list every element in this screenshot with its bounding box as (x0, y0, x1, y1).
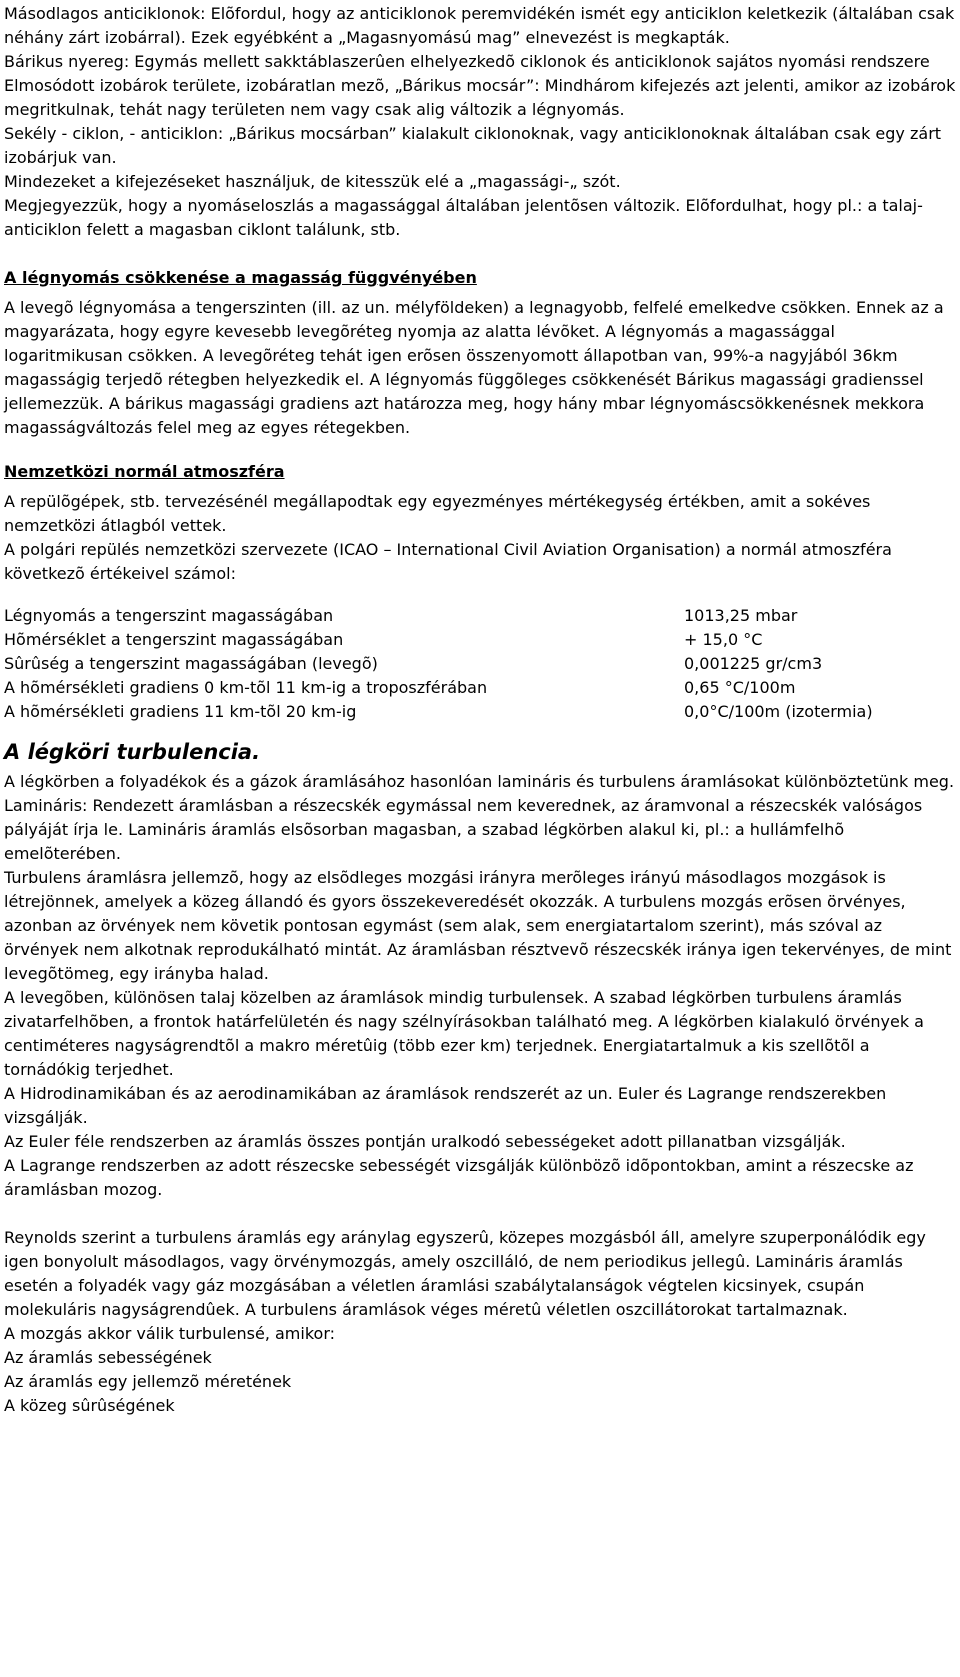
paragraph-altitude-prefix: Mindezeket a kifejezéseket használjuk, de kitesszük elé a „magassági-„ szót. (4, 172, 621, 191)
list-item: Az áramlás egy jellemzõ méretének (4, 1372, 292, 1391)
pressure-altitude-section (4, 266, 956, 440)
standard-atmosphere-table (4, 604, 873, 724)
value-cell: 1013,25 mbar (684, 606, 798, 625)
section-heading-pressure: A légnyomás csökkenése a magasság függvényében (4, 268, 477, 287)
standard-atmosphere-section (4, 460, 956, 724)
paragraph-near-ground: A levegõben, különösen talaj közelben az áramlások mindig turbulensek. A szabad légkörben turbulens áramlás zivatarfelhõben, a frontok határfelületén és nagy szélnyírásokban található meg. A légkörben kialakuló örvények a centiméteres nagyságrendtõl a makro méretûig (több ezer km) terjednek. Energiatartalmuk a kis szellõtõl a tornádókig terjedhet. (4, 988, 924, 1079)
value-cell: 0,001225 gr/cm3 (684, 654, 823, 673)
value-cell: + 15,0 °C (684, 630, 763, 649)
value-label: A hõmérsékleti gradiens 0 km-tõl 11 km-ig a troposzférában (4, 678, 488, 697)
paragraph-secondary-anticyclones: Másodlagos anticiklonok: Elõfordul, hogy az anticiklonok peremvidékén ismét egy anticiklon keletkezik (általában csak néhány zárt izobárral). Ezek egyébként a „Magasnyomású mag” elnevezést is megkapták. (4, 4, 955, 47)
paragraph-turbulence-condition: A mozgás akkor válik turbulensé, amikor: (4, 1324, 335, 1343)
list-item: Az áramlás sebességének (4, 1348, 212, 1367)
paragraph-icao: A polgári repülés nemzetközi szervezete (ICAO – International Civil Aviation Organisation) a normál atmoszféra következõ értékeivel számol: (4, 540, 892, 583)
paragraph-euler: Az Euler féle rendszerben az áramlás összes pontján uralkodó sebességeket adott pillanatban vizsgálják. (4, 1132, 846, 1151)
paragraph-shallow-cyclone: Sekély - ciklon, - anticiklon: „Bárikus mocsárban” kialakult ciklonoknak, vagy anticiklonoknak általában csak egy zárt izobárjuk van. (4, 124, 942, 167)
paragraph-pressure-distribution: Megjegyezzük, hogy a nyomáseloszlás a magassággal általában jelentõsen változik. Elõfordulhat, hogy pl.: a talaj-anticiklon felett a magasban ciklont találunk, stb. (4, 196, 923, 239)
paragraph-baric-saddle: Bárikus nyereg: Egymás mellett sakktáblaszerûen elhelyezkedõ ciklonok és anticiklonok sajátos nyomási rendszere (4, 52, 930, 71)
paragraph-laminar: Lamináris: Rendezett áramlásban a részecskék egymással nem keverednek, az áramvonal a részecskék valóságos pályáját írja le. Lamináris áramlás elsõsorban magasban, a szabad légkörben alakul ki, pl.: a hullámfelhõ emelõterében. (4, 796, 923, 863)
paragraph-pressure-decrease: A levegõ légnyomása a tengerszinten (ill. az un. mélyföldeken) a legnagyobb, felfelé emelkedve csökken. Ennek az a magyarázata, hogy egyre kevesebb levegõréteg nyomja az alatta lévõket. A légnyomás a magassággal logaritmikusan csökken. A levegõréteg tehát igen erõsen összenyomott állapotban van, 99%-a nagyjából 36km magasságig terjedõ rétegben helyezkedik el. A légnyomás függõleges csökkenését Bárikus magassági gradienssel jellemezzük. A bárikus magassági gradiens azt határozza meg, hogy hány mbar légnyomáscsökkenésnek mekkora magasságváltozás felel meg az egyes rétegekben. (4, 298, 944, 437)
turbulence-section (4, 738, 956, 1418)
paragraph-lagrange: A Lagrange rendszerben az adott részecske sebességét vizsgálják különbözõ idõpontokban, amint a részecske az áramlásban mozog. (4, 1156, 914, 1199)
value-label: Légnyomás a tengerszint magasságában (4, 606, 334, 625)
paragraph-flow-types: A légkörben a folyadékok és a gázok áramlásához hasonlóan lamináris és turbulens áramlásokat különböztetünk meg. (4, 772, 955, 791)
paragraph-reynolds: Reynolds szerint a turbulens áramlás egy aránylag egyszerû, közepes mozgásból áll, amelyre szuperponálódik egy igen bonyolult másodlagos, vagy örvénymozgás, amely oszcilláló, de nem periodikus jellegû. Lamináris áramlás esetén a folyadék vagy gáz mozgásában a véletlen áramlási szabálytalanságok végtelen kicsinyek, csupán molekuláris nagyságrendûek. A turbulens áramlások véges méretû véletlen oszcillátorokat tartalmaznak. (4, 1228, 926, 1319)
list-item: A közeg sûrûségének (4, 1396, 175, 1415)
paragraph-turbulent: Turbulens áramlásra jellemzõ, hogy az elsõdleges mozgási irányra merõleges irányú másodlagos mozgások is létrejönnek, amelyek a közeg állandó és gyors összekeveredését okozzák. A turbulens mozgás erõsen örvényes, azonban az örvények nem követik pontosan egymást (sem alak, sem energiatartalom szerint), más szóval az örvények nem alkotnak reprodukálható mintát. Az áramlásban résztvevõ részecskék iránya igen tekervényes, de mint levegõtömeg, egy irányba halad. (4, 868, 952, 983)
table-row (4, 700, 873, 724)
value-label: Hõmérséklet a tengerszint magasságában (4, 630, 344, 649)
paragraph-spacer (4, 1202, 956, 1226)
value-label: A hõmérsékleti gradiens 11 km-tõl 20 km-ig (4, 702, 357, 721)
table-row (4, 652, 873, 676)
paragraph-baric-swamp: Elmosódott izobárok területe, izobáratlan mezõ, „Bárikus mocsár”: Mindhárom kifejezés azt jelenti, amikor az izobárok megritkulnak, tehát nagy területen nem vagy csak alig változik a légnyomás. (4, 76, 956, 119)
value-cell: 0,65 °C/100m (684, 678, 796, 697)
section-heading-standard-atmosphere: Nemzetközi normál atmoszféra (4, 462, 285, 481)
intro-section (4, 2, 956, 242)
table-row (4, 604, 873, 628)
table-row (4, 676, 873, 700)
paragraph-euler-lagrange: A Hidrodinamikában és az aerodinamikában az áramlások rendszerét az un. Euler és Lagrange rendszerekben vizsgálják. (4, 1084, 887, 1127)
paragraph-aircraft-design: A repülõgépek, stb. tervezésénél megállapodtak egy egyezményes mértékegység értékben, amit a sokéves nemzetközi átlagból vettek. (4, 492, 871, 535)
section-heading-turbulence: A légköri turbulencia. (4, 740, 261, 764)
value-label: Sûrûség a tengerszint magasságában (levegõ) (4, 654, 378, 673)
table-row (4, 628, 873, 652)
value-cell: 0,0°C/100m (izotermia) (684, 702, 873, 721)
